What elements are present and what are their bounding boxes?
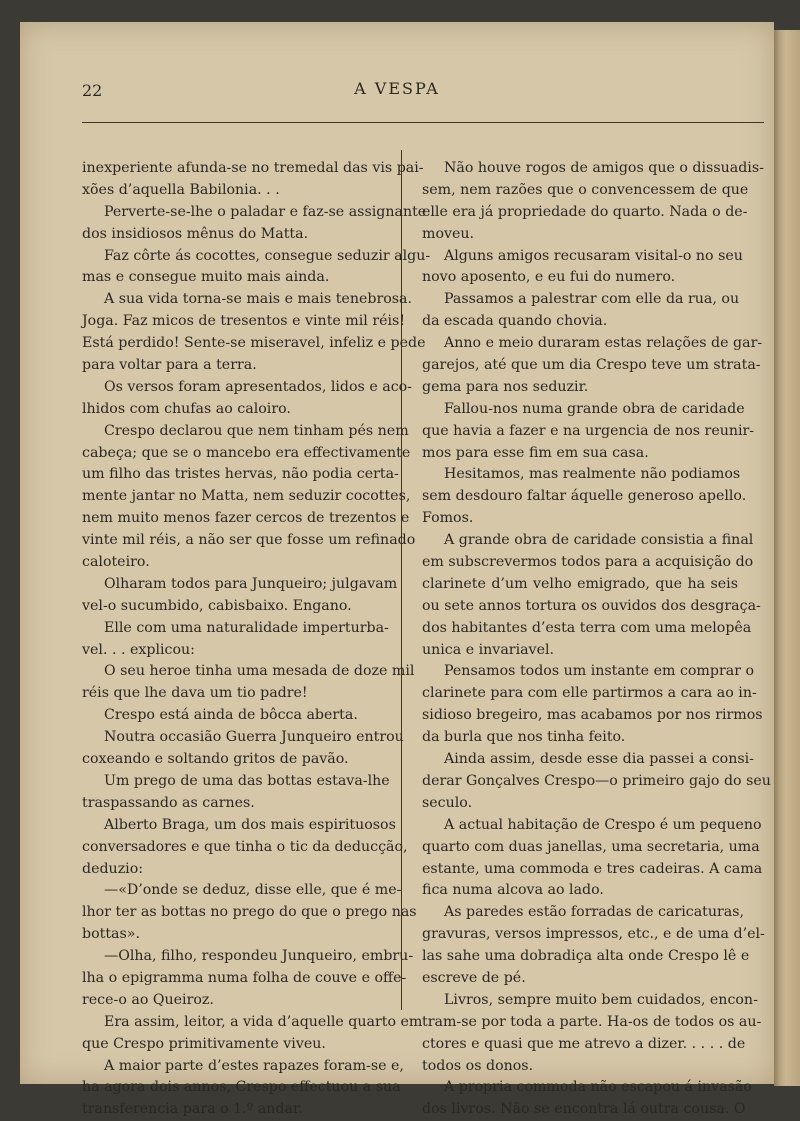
text-line: Crespo está ainda de bôcca aberta.: [104, 707, 358, 724]
text-line: Está perdido! Sente-se miseravel, infeliz e pede: [82, 335, 426, 352]
text-line: dos habitantes d’esta terra com uma melopêa: [422, 619, 752, 636]
text-line: las sahe uma dobradiça alta onde Crespo lê e: [422, 948, 750, 965]
text-line: nem muito menos fazer cercos de trezentos e: [82, 510, 410, 527]
text-line: novo aposento, e eu fui do numero.: [422, 269, 676, 286]
text-line: gema para nos seduzir.: [422, 378, 589, 395]
text-line: para voltar para a terra.: [82, 357, 257, 374]
text-line: Joga. Faz micos de tresentos e vinte mil réis!: [82, 313, 406, 330]
text-line: lha o epigramma numa folha de couve e offe-: [82, 969, 407, 986]
text-line: Fomos.: [422, 510, 474, 527]
text-line: derar Gonçalves Crespo—o primeiro gajo do seu: [422, 772, 771, 789]
text-line: caloteiro.: [82, 554, 150, 571]
text-line: Olharam todos para Junqueiro; julgavam: [104, 575, 398, 592]
text-line: mas e consegue muito mais ainda.: [82, 269, 330, 286]
text-line: escreve de pé.: [422, 969, 526, 986]
text-line: —«D’onde se deduz, disse elle, que é me-: [104, 882, 402, 899]
text-line: rece-o ao Queiroz.: [82, 991, 214, 1008]
left-text-column: [82, 158, 431, 1121]
text-line: coxeando e soltando gritos de pavão.: [82, 751, 349, 768]
text-line: inexperiente afunda-se no tremedal das vis pai-: [82, 160, 424, 176]
text-line: lhidos com chufas ao caloiro.: [82, 400, 291, 417]
text-line: sem, nem razões que o convencessem de que: [422, 181, 749, 198]
text-line: unica e invariavel.: [422, 641, 555, 658]
text-line: A propria commoda não escapou á invasão: [444, 1079, 752, 1096]
text-line: deduzio:: [82, 860, 144, 877]
text-line: vel. . . explicou:: [82, 641, 195, 658]
text-line: transferencia para o 1.º andar.: [82, 1101, 303, 1118]
text-line: que havia a fazer e na urgencia de nos reunir-: [422, 422, 755, 439]
text-line: fica numa alcova ao lado.: [422, 882, 604, 899]
text-line: A sua vida torna-se mais e mais tenebrosa.: [104, 291, 413, 308]
text-line: A actual habitação de Crespo é um pequeno: [444, 816, 762, 833]
text-line: em subscrevermos todos para a acquisição do: [422, 554, 754, 571]
text-line: conversadores e que tinha o tic da deducção,: [82, 838, 408, 855]
text-line: moveu.: [422, 225, 475, 242]
text-line: Perverte-se-lhe o paladar e faz-se assignante: [104, 203, 427, 220]
text-line: Faz côrte ás cocottes, consegue seduzir algu-: [104, 247, 431, 264]
text-line: Ainda assim, desde esse dia passei a consi-: [444, 751, 754, 768]
text-line: Um prego de uma das bottas estava-lhe: [104, 772, 390, 789]
text-line: um filho das tristes hervas, não podia certa-: [82, 466, 399, 483]
text-line: Alguns amigos recusaram visital-o no seu: [444, 247, 743, 264]
text-line: clarinete d’um velho emigrado, que ha seis: [422, 575, 738, 592]
text-line: tram-se por toda a parte. Ha-os de todos os au-: [422, 1013, 762, 1030]
text-line: ha agora dois annos, Crespo effectuou a sua: [82, 1079, 401, 1096]
text-line: traspassando as carnes.: [82, 794, 255, 811]
text-line: O seu heroe tinha uma mesada de doze mil: [104, 663, 415, 680]
text-line: estante, uma commoda e tres cadeiras. A cama: [422, 860, 763, 877]
right-text-column: [422, 158, 771, 1121]
text-line: bottas».: [82, 926, 140, 943]
text-line: vel-o sucumbido, cabisbaixo. Engano.: [82, 597, 352, 614]
text-line: da burla que nos tinha feito.: [422, 729, 626, 746]
header-rule: [82, 122, 764, 123]
text-line: Elle com uma naturalidade imperturba-: [104, 619, 389, 636]
text-line: A maior parte d’estes rapazes foram-se e,: [104, 1057, 404, 1074]
text-line: Passamos a palestrar com elle da rua, ou: [444, 291, 740, 308]
text-line: mos para esse fim em sua casa.: [422, 444, 649, 461]
text-line: dos livros. Não se encontra lá outra cousa. O: [422, 1101, 746, 1118]
text-line: —Olha, filho, respondeu Junqueiro, embru-: [104, 948, 414, 965]
text-line: Não houve rogos de amigos que o dissuadis-: [444, 160, 764, 176]
text-line: gravuras, versos impressos, etc., e de uma d’el-: [422, 926, 765, 943]
text-line: Hesitamos, mas realmente não podiamos: [444, 466, 741, 483]
text-line: cabeça; que se o mancebo era effectivamente: [82, 444, 411, 461]
running-title: A VESPA: [354, 79, 440, 98]
text-line: ctores e quasi que me atrevo a dizer. . . . . de: [422, 1035, 746, 1052]
text-line: xões d’aquella Babilonia. . .: [82, 181, 280, 198]
text-line: A grande obra de caridade consistia a final: [444, 532, 754, 549]
text-line: Fallou-nos numa grande obra de caridade: [444, 400, 745, 417]
text-line: garejos, até que um dia Crespo teve um strata-: [422, 357, 761, 374]
text-line: mente jantar no Matta, nem seduzir cocottes,: [82, 488, 411, 505]
text-line: lhor ter as bottas no prego do que o prego nas: [82, 904, 417, 921]
book-page: [20, 22, 774, 1118]
column-divider: [401, 150, 402, 1010]
text-line: todos os donos.: [422, 1057, 534, 1074]
text-line: Livros, sempre muito bem cuidados, encon-: [444, 991, 758, 1008]
text-line: Era assim, leitor, a vida d’aquelle quarto em: [104, 1013, 423, 1030]
text-line: da escada quando chovia.: [422, 313, 608, 330]
text-line: quarto com duas janellas, uma secretaria, uma: [422, 838, 760, 855]
text-line: que Crespo primitivamente viveu.: [82, 1035, 326, 1052]
text-line: vinte mil réis, a não ser que fosse um refinado: [82, 532, 416, 549]
text-line: dos insidiosos mênus do Matta.: [82, 225, 309, 242]
adjacent-page-edge: [774, 30, 800, 1086]
text-line: elle era já propriedade do quarto. Nada o de-: [422, 203, 748, 220]
text-line: Crespo declarou que nem tinham pés nem: [104, 422, 409, 439]
text-line: Os versos foram apresentados, lidos e aco-: [104, 378, 412, 395]
text-line: Alberto Braga, um dos mais espirituosos: [104, 816, 396, 833]
text-line: réis que lhe dava um tio padre!: [82, 685, 308, 702]
page-number: 22: [82, 81, 103, 100]
text-line: Pensamos todos um instante em comprar o: [444, 663, 755, 680]
text-line: Anno e meio duraram estas relações de gar-: [444, 335, 763, 352]
text-line: seculo.: [422, 794, 473, 811]
text-line: Noutra occasião Guerra Junqueiro entrou: [104, 729, 404, 746]
text-line: ou sete annos tortura os ouvidos dos desgraça-: [422, 597, 761, 614]
text-line: clarinete para com elle partirmos a cara ao in-: [422, 685, 757, 702]
text-line: sem desdouro faltar áquelle generoso apello.: [422, 488, 747, 505]
text-line: As paredes estão forradas de caricaturas,: [444, 904, 745, 921]
text-line: sidioso bregeiro, mas acabamos por nos rirmos: [422, 707, 763, 724]
